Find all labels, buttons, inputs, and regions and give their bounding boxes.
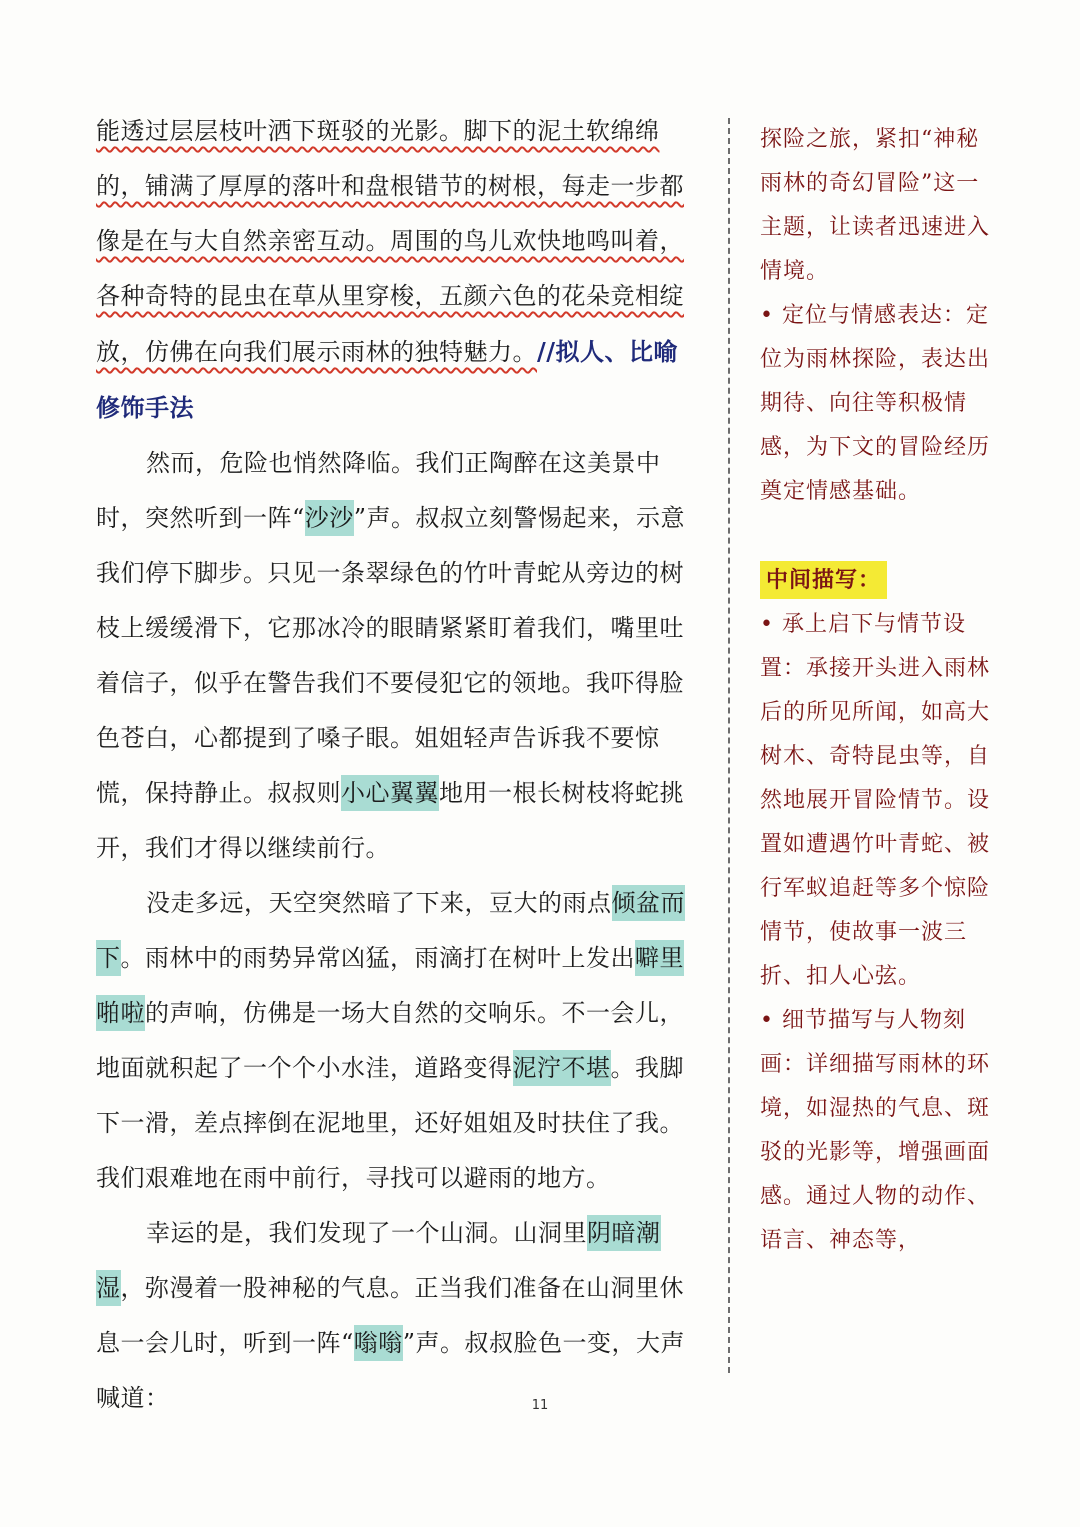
- paragraph-1: [96, 104, 694, 436]
- annotation-heading: 中间描写：: [760, 561, 887, 599]
- text-run: 地用一根长树枝将蛇挑开，我们才得以继续前行。: [96, 779, 684, 862]
- annotation-text: 探险之旅，紧扣“神秘雨林的奇幻冒险”这一主题，让读者迅速进入情境。: [760, 127, 991, 284]
- highlighted-word: 倾盆而下: [96, 885, 685, 976]
- text-run: 的声响，仿佛是一场大自然的交响乐。不一会儿，地面就积起了一个个小水洼，道路变得: [96, 999, 684, 1082]
- text-run: 幸运的是，我们发现了一个山洞。山洞里: [146, 1219, 587, 1247]
- dashed-divider: [728, 118, 730, 1373]
- annotation-column: [760, 118, 992, 1263]
- highlighted-word: 小心翼翼: [341, 775, 439, 811]
- annotation-bullet: • 定位与情感表达：定位为雨林探险，表达出期待、向往等积极情感，为下文的冒险经历奠定情感基础。: [760, 294, 992, 514]
- text-run: ”声。叔叔脸色一变，大声喊道：: [96, 1329, 686, 1412]
- main-text-column: [96, 104, 694, 1426]
- annotation-heading-row: [760, 558, 992, 603]
- annotation-bullet: • 细节描写与人物刻画：详细描写雨林的环境，如湿热的气息、斑驳的光影等，增强画面感。通过人物的动作、语言、神态等，: [760, 999, 992, 1263]
- highlighted-word: 泥泞不堪: [513, 1050, 611, 1086]
- annotation-bullet: • 承上启下与情节设置：承接开头进入雨林后的所见所闻，如高大树木、奇特昆虫等，自然地展开冒险情节。设置如遭遇竹叶青蛇、被行军蚁追赶等多个惊险情节，使故事一波三折、扣人心弦。: [760, 603, 992, 999]
- highlighted-word: 阴暗潮湿: [96, 1215, 661, 1306]
- underlined-passage: 能透过层层枝叶洒下斑驳的光影。脚下的泥土软绵绵的，铺满了厚厚的落叶和盘根错节的树根，每走一步都像是在与大自然亲密互动。周围的鸟儿欢快地鸣叫着，各种奇特的昆虫在草从里穿梭，五颜六色的花朵竞相绽放，仿佛在向我们展示雨林的独特魅力。: [96, 117, 684, 366]
- paragraph-2: [96, 436, 694, 876]
- highlighted-word: 嗡嗡: [354, 1325, 403, 1361]
- highlighted-word: 沙沙: [305, 500, 354, 536]
- rhetoric-note: //拟人、比喻修饰手法: [96, 337, 679, 422]
- text-run: ”声。叔叔立刻警惕起来，示意我们停下脚步。只见一条翠绿色的竹叶青蛇从旁边的树枝上缓缓滑下，它那冰冷的眼睛紧紧盯着我们，嘴里吐着信子，似乎在警告我们不要侵犯它的领地。我吓得脸色苍白，心都提到了嗓子眼。姐姐轻声告诉我不要惊慌，保持静止。叔叔则: [96, 504, 686, 807]
- text-run: 然而，危险也悄然降临。我们正陶醉在这美景中时，突然听到一阵“: [96, 449, 661, 532]
- paragraph-4: [96, 1206, 694, 1426]
- text-run: 。雨林中的雨势异常凶猛，雨滴打在树叶上发出: [120, 944, 635, 972]
- paragraph-3: [96, 876, 694, 1206]
- text-run: 没走多远，天空突然暗了下来，豆大的雨点: [146, 889, 612, 917]
- page-number: 11: [531, 1398, 549, 1413]
- spacer: [760, 514, 992, 558]
- text-run: 。我脚下一滑，差点摔倒在泥地里，还好姐姐及时扶住了我。我们艰难地在雨中前行，寻找可以避雨的地方。: [96, 1054, 684, 1192]
- highlighted-word: 噼里啪啦: [96, 940, 684, 1031]
- text-run: ，弥漫着一股神秘的气息。正当我们准备在山洞里休息一会儿时，听到一阵“: [96, 1274, 684, 1357]
